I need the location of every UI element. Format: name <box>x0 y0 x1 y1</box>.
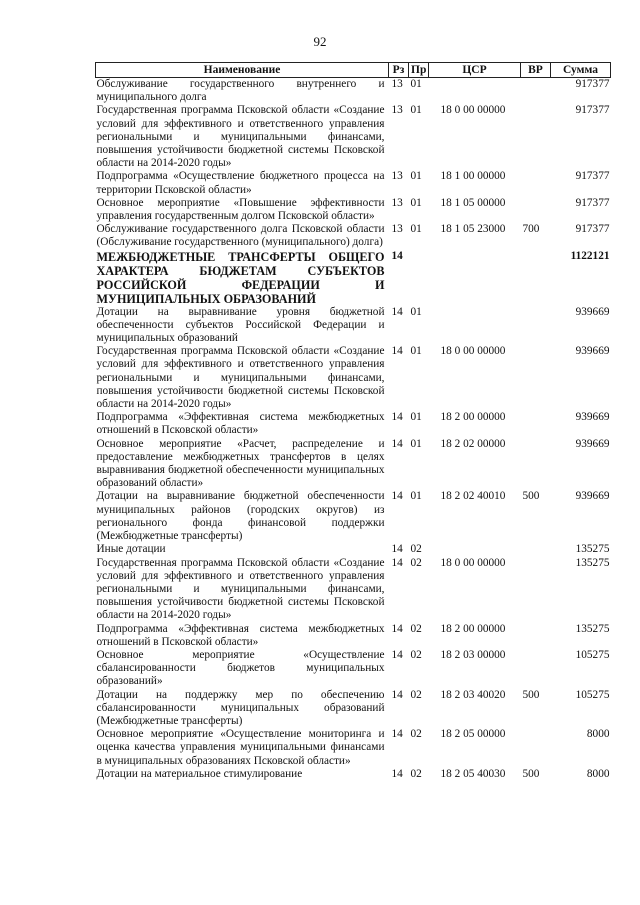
cell-pr <box>409 250 429 306</box>
table-row <box>96 728 611 768</box>
cell-vr <box>521 170 551 196</box>
table-row <box>96 250 611 306</box>
cell-rz: 14 <box>391 622 403 635</box>
cell-sum: 939669 <box>575 490 610 503</box>
cell-csr: 18 2 03 40020 <box>440 688 506 701</box>
cell-pr: 01 <box>410 196 422 209</box>
cell-pr: 01 <box>410 78 422 90</box>
cell-vr <box>521 438 551 491</box>
cell-csr: 18 2 02 00000 <box>440 437 506 450</box>
table-row <box>96 768 611 781</box>
cell-pr: 01 <box>410 345 422 358</box>
cell-name: МЕЖБЮДЖЕТНЫЕ ТРАНСФЕРТЫ ОБЩЕГО ХАРАКТЕРА БЮДЖЕТАМ СУБЪЕКТОВ РОССИЙСКОЙ ФЕДЕРАЦИИ И МУНИЦИПАЛЬНЫХ ОБРАЗОВАНИЙ <box>96 249 385 306</box>
table-row <box>96 411 611 437</box>
cell-csr <box>429 543 521 556</box>
cell-csr: 18 1 05 00000 <box>440 196 506 209</box>
cell-pr: 01 <box>410 305 422 318</box>
cell-sum: 8000 <box>586 728 610 741</box>
cell-sum: 135275 <box>575 543 610 556</box>
cell-vr <box>521 197 551 223</box>
cell-csr <box>429 306 521 346</box>
cell-vr <box>521 411 551 437</box>
cell-rz: 14 <box>391 556 403 569</box>
cell-name: Основное мероприятие «Повышение эффективности управления государственным долгом Псковской области» <box>96 196 385 223</box>
budget-table-container <box>95 62 610 781</box>
table-row <box>96 689 611 729</box>
table-row <box>96 170 611 196</box>
cell-name: Дотации на выравнивание уровня бюджетной обеспеченности субъектов Российской Федерации и муниципальных образований <box>96 305 385 345</box>
table-body <box>96 78 611 781</box>
cell-csr <box>429 78 521 105</box>
cell-name: Государственная программа Псковской области «Создание условий для эффективного и ответственного управления региональными и муниципальными финансами, повышения устойчивости бюджетной системы Псковской области на 2014-2020 годы» <box>96 556 385 622</box>
cell-vr: 500 <box>522 767 540 780</box>
cell-vr: 500 <box>522 688 540 701</box>
table-row <box>96 223 611 249</box>
cell-pr: 01 <box>410 490 422 503</box>
cell-sum: 105275 <box>575 688 610 701</box>
cell-csr: 18 2 00 00000 <box>440 411 506 424</box>
header-rz: Рз <box>389 63 409 78</box>
cell-csr: 18 1 00 00000 <box>440 170 506 183</box>
header-csr: ЦСР <box>429 63 521 78</box>
cell-rz: 14 <box>391 411 403 424</box>
header-vr: ВР <box>521 63 551 78</box>
cell-csr: 18 0 00 00000 <box>440 345 506 358</box>
cell-name: Дотации на выравнивание бюджетной обеспеченности муниципальных районов (городских округов) из регионального фонда финансовой поддержки (Межбюджетные трансферты) <box>96 490 385 543</box>
cell-sum: 939669 <box>575 305 610 318</box>
table-header <box>96 63 611 78</box>
cell-sum: 1122121 <box>570 249 610 262</box>
cell-vr: 500 <box>522 490 540 503</box>
cell-csr: 18 0 00 00000 <box>440 556 506 569</box>
cell-name: Государственная программа Псковской области «Создание условий для эффективного и ответственного управления региональными и муниципальными финансами, повышения устойчивости бюджетной системы Псковской области на 2014-2020 годы» <box>96 104 385 170</box>
cell-vr <box>521 250 551 306</box>
table-row <box>96 104 611 170</box>
cell-csr <box>429 250 521 306</box>
cell-pr: 02 <box>410 648 422 661</box>
cell-vr <box>521 306 551 346</box>
cell-sum: 917377 <box>575 104 610 117</box>
cell-sum: 939669 <box>575 345 610 358</box>
cell-rz: 14 <box>391 305 403 318</box>
cell-name: Обслуживание государственного внутреннего и муниципального долга <box>96 78 385 104</box>
cell-vr <box>521 78 551 105</box>
cell-pr: 01 <box>410 411 422 424</box>
cell-sum: 939669 <box>575 411 610 424</box>
cell-pr: 01 <box>410 170 422 183</box>
cell-rz: 14 <box>391 437 403 450</box>
table-row <box>96 78 611 105</box>
cell-name: Государственная программа Псковской области «Создание условий для эффективного и ответственного управления региональными и муниципальными финансами, повышения устойчивости бюджетной системы Псковской области на 2014-2020 годы» <box>96 345 385 411</box>
cell-vr <box>521 345 551 411</box>
page-number: 92 <box>313 34 327 49</box>
cell-csr: 18 2 03 00000 <box>440 648 506 661</box>
cell-vr <box>521 543 551 556</box>
cell-rz: 13 <box>391 78 403 90</box>
cell-pr: 02 <box>410 556 422 569</box>
table-row <box>96 345 611 411</box>
cell-sum: 939669 <box>575 437 610 450</box>
cell-rz: 14 <box>391 543 403 556</box>
cell-csr: 18 2 02 40010 <box>440 490 506 503</box>
cell-sum: 135275 <box>575 556 610 569</box>
table-row <box>96 557 611 623</box>
table-row <box>96 490 611 543</box>
cell-vr <box>521 104 551 170</box>
cell-rz: 14 <box>391 648 403 661</box>
cell-name: Основное мероприятие «Осуществление мониторинга и оценка качества управления муниципальными финансами в муниципальных образованиях Псковской области» <box>96 728 385 767</box>
cell-rz: 14 <box>391 490 403 503</box>
cell-rz: 13 <box>391 223 403 236</box>
cell-sum: 917377 <box>575 196 610 209</box>
budget-table <box>95 62 611 781</box>
cell-pr: 02 <box>410 622 422 635</box>
table-row <box>96 306 611 346</box>
cell-rz: 14 <box>391 249 403 262</box>
cell-pr: 01 <box>410 223 422 236</box>
cell-pr: 02 <box>410 543 422 556</box>
cell-vr <box>521 623 551 649</box>
cell-sum: 917377 <box>575 170 610 183</box>
header-sum: Сумма <box>551 63 611 78</box>
cell-name: Подпрограмма «Эффективная система межбюджетных отношений в Псковской области» <box>96 411 385 437</box>
cell-csr: 18 1 05 23000 <box>440 223 506 236</box>
cell-sum: 105275 <box>575 648 610 661</box>
cell-csr: 18 0 00 00000 <box>440 104 506 117</box>
cell-name: Обслуживание государственного долга Псковской области (Обслуживание государственного (муниципального) долга) <box>96 223 385 249</box>
cell-csr: 18 2 05 40030 <box>440 767 506 780</box>
cell-name: Подпрограмма «Осуществление бюджетного процесса на территории Псковской области» <box>96 170 385 196</box>
cell-name: Основное мероприятие «Расчет, распределение и предоставление межбюджетных трансфертов в целях выравнивания бюджетной обеспеченности муниципальных образований области» <box>96 437 385 490</box>
cell-vr: 700 <box>522 223 540 236</box>
cell-rz: 14 <box>391 345 403 358</box>
table-header-row <box>96 63 611 78</box>
header-name: Наименование <box>96 63 389 78</box>
cell-name: Основное мероприятие «Осуществление сбалансированности бюджетов муниципальных образований» <box>96 648 385 688</box>
cell-rz: 13 <box>391 170 403 183</box>
cell-sum: 135275 <box>575 622 610 635</box>
cell-vr <box>521 649 551 689</box>
cell-name: Подпрограмма «Эффективная система межбюджетных отношений в Псковской области» <box>96 622 385 648</box>
cell-pr: 02 <box>410 688 422 701</box>
cell-vr <box>521 728 551 768</box>
cell-name: Иные дотации <box>96 543 166 556</box>
cell-name: Дотации на поддержку мер по обеспечению сбалансированности муниципальных образований (Межбюджетные трансферты) <box>96 688 385 727</box>
cell-sum: 917377 <box>575 78 610 90</box>
cell-pr: 02 <box>410 767 422 780</box>
table-row <box>96 623 611 649</box>
cell-rz: 13 <box>391 104 403 117</box>
cell-pr: 01 <box>410 437 422 450</box>
cell-pr: 02 <box>410 728 422 741</box>
cell-rz: 14 <box>391 688 403 701</box>
table-row <box>96 438 611 491</box>
cell-name: Дотации на материальное стимулирование <box>96 767 303 780</box>
cell-csr: 18 2 05 00000 <box>440 728 506 741</box>
table-row <box>96 197 611 223</box>
table-row <box>96 543 611 556</box>
cell-sum: 8000 <box>586 767 610 780</box>
cell-rz: 14 <box>391 728 403 741</box>
cell-csr: 18 2 00 00000 <box>440 622 506 635</box>
cell-vr <box>521 557 551 623</box>
cell-sum: 917377 <box>575 223 610 236</box>
cell-rz: 13 <box>391 196 403 209</box>
header-pr: Пр <box>409 63 429 78</box>
cell-rz: 14 <box>391 767 403 780</box>
cell-pr: 01 <box>410 104 422 117</box>
table-row <box>96 649 611 689</box>
